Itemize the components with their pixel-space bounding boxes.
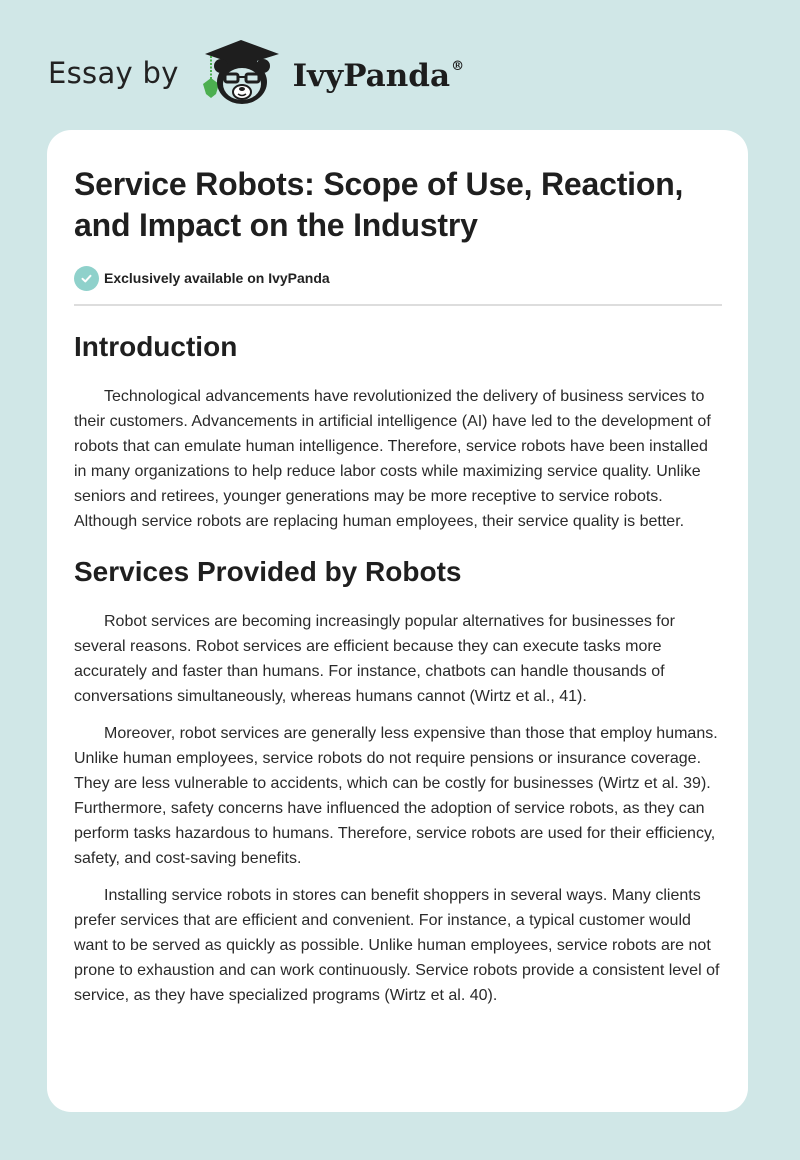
essay-card bbox=[47, 130, 748, 1112]
exclusive-badge bbox=[74, 264, 722, 292]
panda-graduate-icon bbox=[197, 36, 287, 108]
paragraph: Technological advancements have revolutionized the delivery of business services to their customers. Advancements in artificial intelligence (AI) have led to the development of robots that can emulate human intelligence. Therefore, service robots have been installed in many organizations to help reduce labor costs while maximizing service quality. Unlike seniors and retirees, younger generations may be more receptive to service robots. Although service robots are replacing human employees, their service quality is better. bbox=[74, 388, 711, 530]
brand-name[interactable]: IvyPanda® bbox=[292, 58, 465, 94]
paragraph: Moreover, robot services are generally less expensive than those that employ humans. Unlike human employees, service robots do not require pensions or insurance coverage. They are less vulnerable to accidents, which can be costly for businesses (Wirtz et al. 39). Furthermore, safety concerns have influenced the adoption of service robots, as they can perform tasks hazardous to humans. Therefore, service robots are used for their efficiency, safety, and cost-saving benefits. bbox=[74, 725, 718, 867]
section-heading-services: Services Provided by Robots bbox=[74, 556, 462, 587]
check-circle-icon bbox=[74, 266, 99, 291]
section-heading-introduction: Introduction bbox=[74, 331, 238, 362]
divider bbox=[74, 304, 722, 306]
exclusive-label: Exclusively available on IvyPanda bbox=[104, 270, 330, 286]
essay-by-label: Essay by bbox=[48, 56, 179, 90]
site-header bbox=[48, 36, 464, 108]
paragraph: Installing service robots in stores can benefit shoppers in several ways. Many clients prefer services that are efficient and convenient. For instance, a typical customer would want to be served as quickly as possible. Unlike human employees, service robots are not prone to exhaustion and can work continuously. Service robots provide a consistent level of service, as they have specialized programs (Wirtz et al. 40). bbox=[74, 887, 720, 1004]
paragraph: Robot services are becoming increasingly popular alternatives for businesses for several reasons. Robot services are efficient because they can execute tasks more accurately and faster than humans. For instance, chatbots can handle thousands of conversations simultaneously, whereas humans cannot (Wirtz et al., 41). bbox=[74, 613, 675, 705]
page-title: Service Robots: Scope of Use, Reaction, and Impact on the Industry bbox=[74, 166, 684, 243]
